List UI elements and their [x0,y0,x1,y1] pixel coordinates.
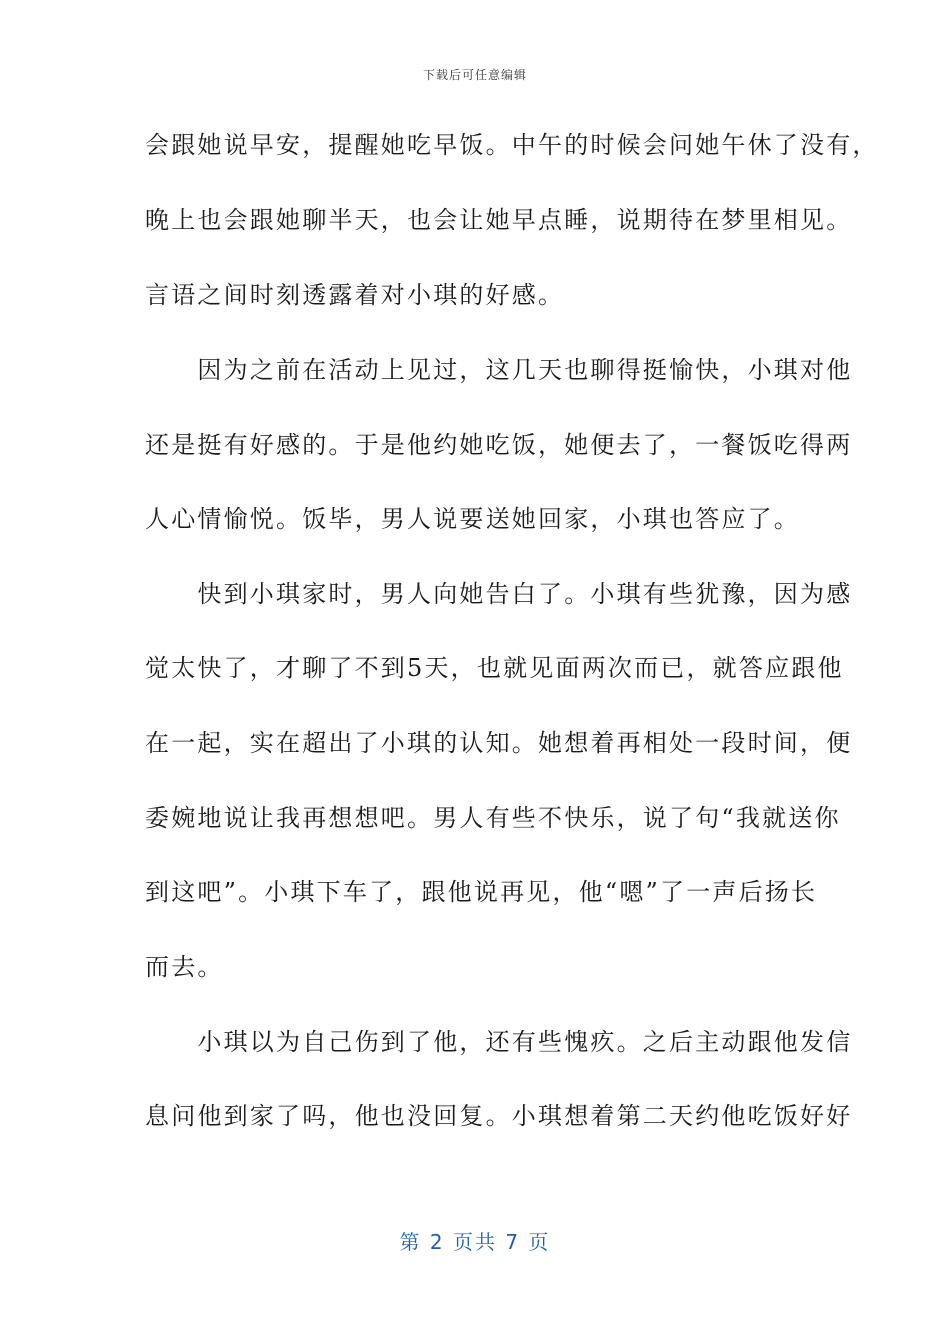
body-line: 而去。 [145,953,224,981]
body-line: 小琪以为自己伤到了他，还有些愧疚。之后主动跟他发信 [145,1028,853,1056]
body-line: 委婉地说让我再想想吧。男人有些不快乐，说了句“我就送你 [145,804,841,832]
body-line: 到这吧”。小琪下车了，跟他说再见，他“嗯”了一声后扬长 [145,878,818,906]
body-line: 快到小琪家时，男人向她告白了。小琪有些犹豫，因为感 [145,580,853,608]
body-line: 还是挺有好感的。于是他约她吃饭，她便去了，一餐饭吃得两 [145,431,853,459]
body-line: 觉太快了，才聊了不到5天，也就见面两次而已，就答应跟他 [145,654,844,682]
body-line: 晚上也会跟她聊半天，也会让她早点睡，说期待在梦里相见。 [145,206,853,234]
page-header: 下载后可任意编辑 [422,68,527,82]
body-line: 在一起，实在超出了小琪的认知。她想着再相处一段时间，便 [145,729,853,757]
body-line: 会跟她说早安，提醒她吃早饭。中午的时候会问她午休了没有， [145,131,879,159]
page-footer: 第 2 页共 7 页 [399,1230,551,1254]
body-line: 因为之前在活动上见过，这几天也聊得挺愉快，小琪对他 [145,356,853,384]
body-line: 息问他到家了吗，他也没回复。小琪想着第二天约他吃饭好好 [145,1102,853,1130]
body-line: 人心情愉悦。饭毕，男人说要送她回家，小琪也答应了。 [145,505,800,533]
body-line: 言语之间时刻透露着对小琪的好感。 [145,281,565,309]
